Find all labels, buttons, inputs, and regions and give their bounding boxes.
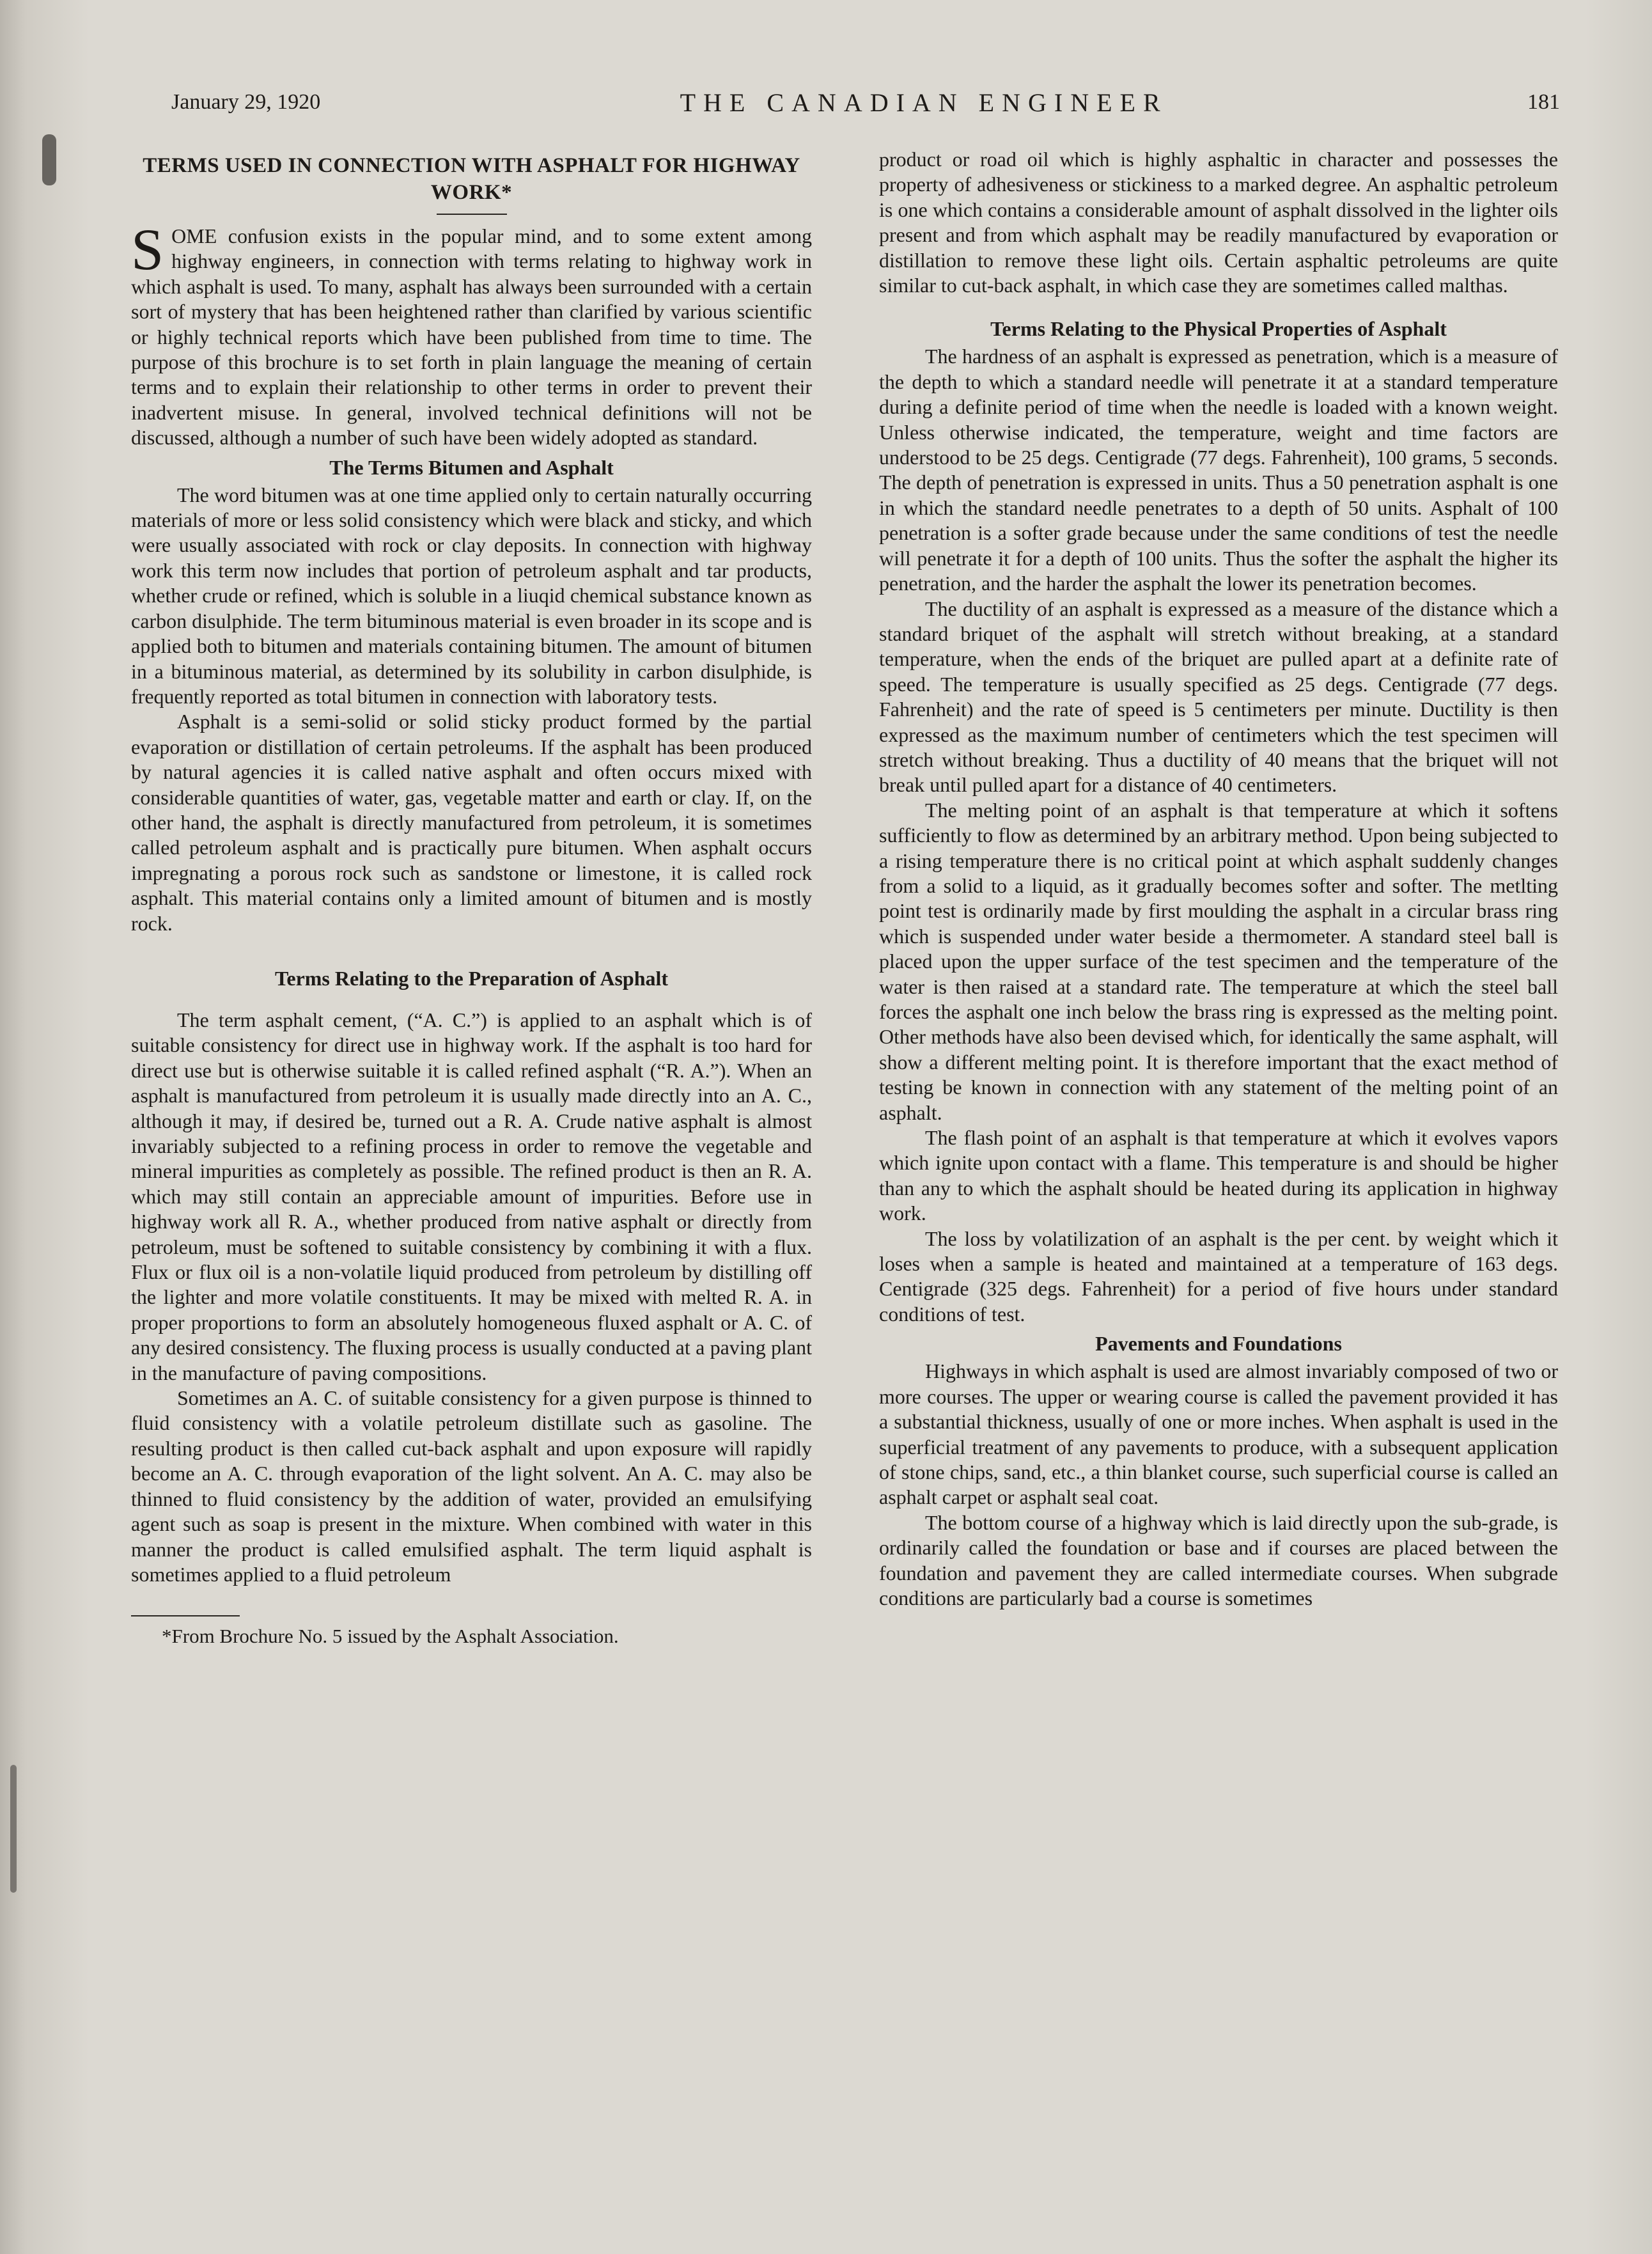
journal-title: THE CANADIAN ENGINEER [680,88,1168,117]
paragraph-pavements-2: The bottom course of a highway which is laid directly upon the sub-grade, is ordinarily called the foundation or base and if courses are placed between the foundation and pavement they are called intermediate courses. When subgrade conditions are particularly bad a course is sometimes [879,1510,1558,1609]
paragraph-bitumen-1: The word bitumen was at one time applied only to certain naturally occurring materials of more or less solid consistency which were black and sticky, and which were usually associated with rock or clay deposits. In connection with highway work this term now includes that portion of petroleum asphalt and tar products, whether crude or refined, which is soluble in a liuqid chemical substance known as carbon disulphide. The term bituminous material is even broader in its scope and is applied both to bitumen and materials containing bitumen. The amount of bitumen in a bituminous material, as determined by its solubility in carbon disulphide, is frequently reported as total bitumen in connection with laboratory tests. [131,483,812,708]
footnote-rule [131,1615,240,1616]
paragraph-preparation-1: The term asphalt cement, (“A. C.”) is applied to an asphalt which is of suitable consistency for direct use in highway work. If the asphalt is too hard for direct use but is otherwise suitable it is called refined asphalt (“R. A.”). When an asphalt is manufactured from petroleum it is usually made directly into an A. C., although it may, if desired be, turned out a R. A. Crude native asphalt is almost invariably subjected to a refining process in order to remove the vegetable and mineral impurities as completely as possible. The refined product is then an R. A. which may still contain an appreciable amount of impurities. Before use in highway work all R. A., whether produced from native asphalt or directly from petroleum, must be softened to suitable consistency by combining it with a flux. Flux or flux oil is a non-volatile liquid produced from petroleum by distilling off the lighter and more volatile constituents. It may be mixed with melted R. A. in proper proportions to form an absolutely homogeneous fluxed asphalt or A. C. of any desired consistency. The fluxing process is usually conducted at a paving plant in the manufacture of paving compositions. [131,1008,812,1384]
paragraph-bitumen-2: Asphalt is a semi-solid or solid sticky product formed by the partial evaporation or distillation of certain petroleums. If the asphalt has been produced by natural agencies it is called native asphalt and often occurs mixed with considerable quantities of water, gas, vegetable matter and earth or clay. If, on the other hand, the asphalt is directly manufactured from petroleum, it is sometimes called petroleum asphalt and is practically pure bitumen. When asphalt occurs impregnating a porous rock such as sandstone or limestone, it is called rock asphalt. This material contains only a limited amount of bitumen and is mostly rock. [131,710,812,935]
paragraph-physical-2: The ductility of an asphalt is expressed as a measure of the distance which a standard briquet of the asphalt will stretch without breaking, at a standard temperature, when the ends of the briquet are pulled apart at a definite rate of speed. The temperature is usually specified as 25 degs. Centigrade (77 degs. Fahrenheit) and the rate of speed is 5 centimeters per minute. Ductility is then expressed as the maximum number of centimeters which the test specimen will stretch without breaking. Thus a ductility of 40 means that the briquet will not break until pulled apart for a distance of 40 centimeters. [879,597,1558,797]
paragraph-pavements-1: Highways in which asphalt is used are almost invariably composed of two or more courses. The upper or wearing course is called the pavement provided it has a substantial thickness, usually of one or more inches. When asphalt is used in the superficial treatment of any pavements to produce, with a subsequent application of stone chips, sand, etc., a thin blanket course, such superficial course is called an asphalt carpet or asphalt seal coat. [879,1359,1558,1509]
intro-paragraph [131,217,812,451]
heading-bitumen: The Terms Bitumen and Asphalt [329,455,614,479]
binding-mark [42,134,56,185]
heading-physical: Terms Relating to the Physical Properties of Asphalt [990,317,1447,341]
paragraph-physical-1: The hardness of an asphalt is expressed as penetration, which is a measure of the depth to which a standard needle will penetrate it at a standard temperature during a definite period of time when the needle is loaded with a known weight. Unless otherwise indicated, the temperature, weight and time factors are understood to be 25 degs. Centigrade (77 degs. Fahrenheit), 100 grams, 5 seconds. The depth of penetration is expressed in units. Thus a 50 penetration asphalt is one in which the standard needle penetrates to a depth of 50 units. Asphalt of 100 penetration is a softer grade because under the same conditions of test the needle will penetrate it for a depth of 100 units. Thus the softer the asphalt the higher its penetration, and the harder the asphalt the lower its penetration becomes. [879,345,1558,595]
paragraph-physical-3: The melting point of an asphalt is that temperature at which it softens sufficiently to flow as determined by an arbitrary method. Upon being subjected to a rising temperature there is no critical point at which asphalt suddenly changes from a solid to a liquid, as it gradually becomes softer and softer. The metlting point test is ordinarily made by first moulding the asphalt in a circular brass ring which is suspended under water beside a thermometer. A standard steel ball is placed upon the upper surface of the test specimen and the temperature of the water is then raised at a standard rate. The temperature at which the steel ball forces the asphalt one inch below the brass ring is expressed as the melting point. Other methods have also been devised which, for identically the same asphalt, will show a different melting point. It is therefore important that the exact method of testing be known in connection with any statement of the melting point of an asphalt. [879,798,1558,1124]
page-number: 181 [1527,90,1560,114]
drop-cap: S [131,217,164,282]
left-column [131,147,812,1648]
footnote [131,1615,812,1648]
paragraph-preparation-3: product or road oil which is highly asphaltic in character and possesses the property of adhesiveness or stickiness to a marked degree. An asphaltic petroleum is one which contains a considerable amount of asphalt dissolved in the lighter oils present and from which asphalt may be readily manufactured by evaporation or distillation to remove these light oils. Certain asphaltic petroleums are quite similar to cut-back asphalt, in which case they are sometimes called malthas. [879,148,1558,297]
right-column [879,147,1558,1611]
heading-pavements: Pavements and Foundations [1095,1332,1342,1356]
article-title: TERMS USED IN CONNECTION WITH ASPHALT FOR HIGHWAY WORK* [143,154,800,204]
footnote-text: *From Brochure No. 5 issued by the Asphalt Association. [162,1625,619,1648]
paragraph-physical-4: The flash point of an asphalt is that temperature at which it evolves vapors which ignite upon contact with a flame. This temperature is and should be higher than any to which the asphalt should be heated during its application in highway work. [879,1126,1558,1225]
section-gap [131,994,812,1008]
binding-mark-lower [10,1765,17,1893]
section-gap [131,936,812,962]
intro-text: OME confusion exists in the popular mind, and to some extent among highway engineers, in connection with terms relating to highway work in which asphalt is used. To many, asphalt has always been surrounded with a certain sort of mystery that has been heightened rather than clarified by various scientific or highly technical reports which have been published from time to time. The purpose of this brochure is to set forth in plain language the meaning of certain terms and to explain their relationship to other terms in order to prevent their inadvertent misuse. In general, involved technical definitions will not be discussed, although a number of such have been widely adopted as standard. [131,224,812,450]
paragraph-physical-5: The loss by volatilization of an asphalt is the per cent. by weight which it loses when a sample is heated and maintained at a temperature of 163 degs. Centigrade (325 degs. Fahrenheit) for a period of five hours under standard conditions of test. [879,1226,1558,1326]
section-gap [879,298,1558,312]
running-head [171,83,1560,121]
heading-preparation: Terms Relating to the Preparation of Asphalt [274,966,669,990]
title-rule [437,214,507,215]
paragraph-preparation-2: Sometimes an A. C. of suitable consistency for a given purpose is thinned to fluid consistency with a volatile petroleum distillate such as gasoline. The resulting product is then called cut-back asphalt and upon exposure will rapidly become an A. C. through evaporation of the light solvent. An A. C. may also be thinned to fluid consistency by the addition of water, provided an emulsifying agent such as soap is present in the mixture. When combined with water in this manner the product is called emulsified asphalt. The term liquid asphalt is sometimes applied to a fluid petroleum [131,1386,812,1586]
issue-date: January 29, 1920 [171,90,321,114]
